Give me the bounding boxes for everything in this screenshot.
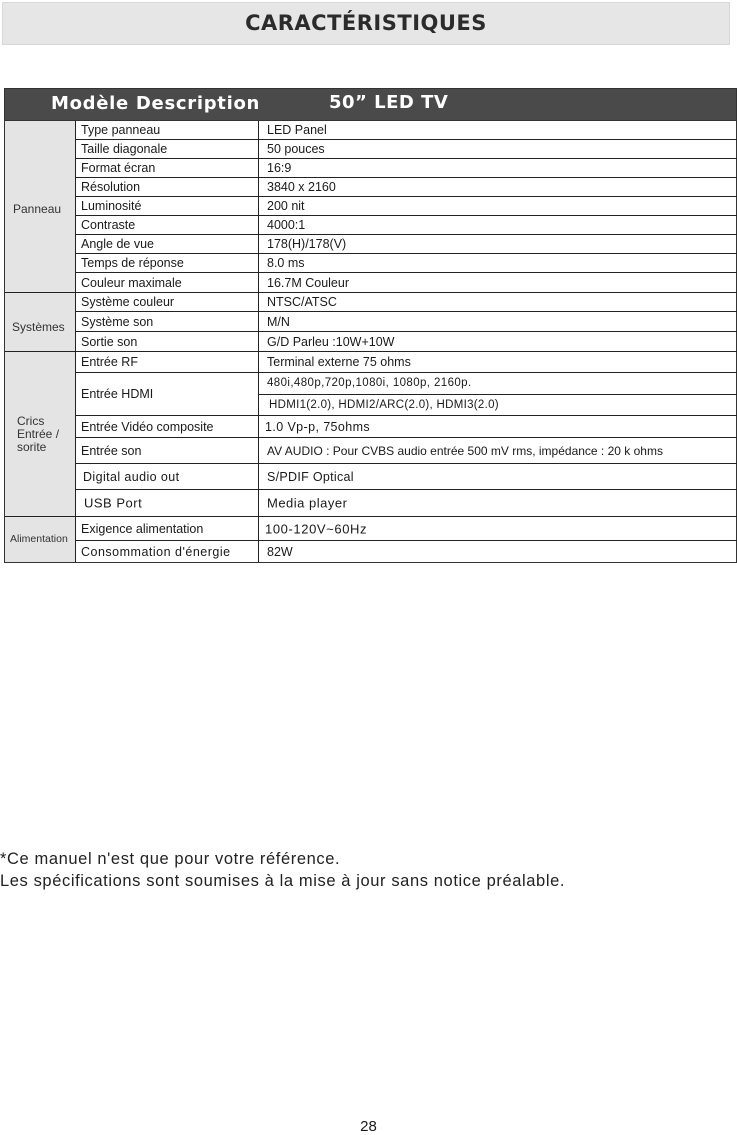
- table-row: [75, 517, 737, 541]
- table-row: [75, 197, 737, 216]
- table-header: [4, 88, 737, 121]
- row-label: Entrée son: [75, 438, 259, 463]
- table-row: [75, 216, 737, 235]
- row-value: 200 nit: [267, 199, 305, 213]
- row-value: M/N: [267, 314, 290, 329]
- row-label: Entrée Vidéo composite: [75, 416, 259, 437]
- row-value: G/D Parleu :10W+10W: [267, 334, 395, 349]
- row-label: Type panneau: [75, 121, 259, 139]
- header-model: 50” LED TV: [329, 92, 449, 113]
- table-row: [75, 373, 737, 416]
- category-alimentation: [5, 517, 75, 562]
- table-row: [75, 140, 737, 159]
- table-row: [75, 121, 737, 140]
- row-value: S/PDIF Optical: [267, 469, 354, 484]
- category-panneau-label: Panneau: [13, 202, 62, 216]
- category-crics-line2: Entrée /: [17, 427, 60, 441]
- table-row: [75, 312, 737, 332]
- category-crics: [5, 352, 75, 517]
- table-row: [75, 352, 737, 373]
- row-value: 1.0 Vp-p, 75ohms: [265, 419, 371, 434]
- disclaimer-line-1: *Ce manuel n'est que pour votre référence.: [0, 850, 341, 868]
- table-row: [75, 178, 737, 197]
- row-value: AV AUDIO : Pour CVBS audio entrée 500 mV rms, impédance : 20 k ohms: [267, 443, 663, 458]
- category-panneau: [5, 121, 75, 293]
- table-row: [75, 235, 737, 254]
- disclaimer-line-2: Les spécifications sont soumises à la mise à jour sans notice préalable.: [0, 872, 566, 890]
- table-row: [75, 490, 737, 517]
- category-systemes: [5, 293, 75, 352]
- row-label: Entrée RF: [75, 352, 259, 372]
- row-label: USB Port: [75, 490, 259, 516]
- table-row: [75, 464, 737, 490]
- table-row: [75, 541, 737, 562]
- row-label: Entrée HDMI: [75, 373, 259, 415]
- row-value: Terminal externe 75 ohms: [267, 355, 411, 369]
- row-label: Luminosité: [75, 197, 259, 215]
- table-row: [75, 273, 737, 293]
- row-value: 82W: [267, 544, 293, 559]
- row-value: 178(H)/178(V): [267, 237, 347, 251]
- row-label: Format écran: [75, 159, 259, 177]
- row-value-secondary: HDMI1(2.0), HDMI2/ARC(2.0), HDMI3(2.0): [269, 399, 499, 411]
- category-crics-line1: Crics: [17, 414, 45, 428]
- row-label: Taille diagonale: [75, 140, 259, 158]
- row-label: Digital audio out: [75, 464, 259, 489]
- row-value: 4000:1: [267, 218, 306, 232]
- table-row: [75, 416, 737, 438]
- page-title: CARACTÉRISTIQUES: [2, 2, 730, 45]
- spec-table: [4, 88, 737, 563]
- category-systemes-label: Systèmes: [12, 320, 65, 334]
- row-value: 480i,480p,720p,1080i, 1080p, 2160p.: [267, 377, 472, 389]
- category-alimentation-label: Alimentation: [10, 533, 68, 545]
- row-value: Media player: [267, 495, 348, 511]
- row-value: 16:9: [267, 161, 292, 175]
- row-value: 100-120V~60Hz: [265, 521, 368, 536]
- category-crics-line3: sorite: [17, 440, 47, 454]
- row-label: Résolution: [75, 178, 259, 196]
- row-label: Sortie son: [75, 332, 259, 351]
- row-label: Consommation d'énergie: [75, 541, 259, 562]
- row-label: Système son: [75, 312, 259, 331]
- table-row: [75, 332, 737, 352]
- row-value: 3840 x 2160: [267, 180, 336, 194]
- table-body: [4, 121, 737, 563]
- row-value: 8.0 ms: [267, 256, 305, 270]
- table-row: [75, 159, 737, 178]
- row-value: NTSC/ATSC: [267, 295, 337, 309]
- row-label: Temps de réponse: [75, 254, 259, 272]
- page-number: 28: [360, 1118, 377, 1135]
- row-value: LED Panel: [267, 123, 327, 137]
- table-row: [75, 293, 737, 312]
- row-label: Couleur maximale: [75, 273, 259, 292]
- header-label: Modèle Description: [51, 93, 261, 114]
- row-label: Système couleur: [75, 293, 259, 311]
- table-row: [75, 254, 737, 273]
- row-label: Angle de vue: [75, 235, 259, 253]
- table-row: [75, 438, 737, 464]
- row-value: 50 pouces: [267, 142, 325, 156]
- row-value: 16.7M Couleur: [267, 275, 349, 290]
- row-label: Contraste: [75, 216, 259, 234]
- row-label: Exigence alimentation: [75, 517, 259, 540]
